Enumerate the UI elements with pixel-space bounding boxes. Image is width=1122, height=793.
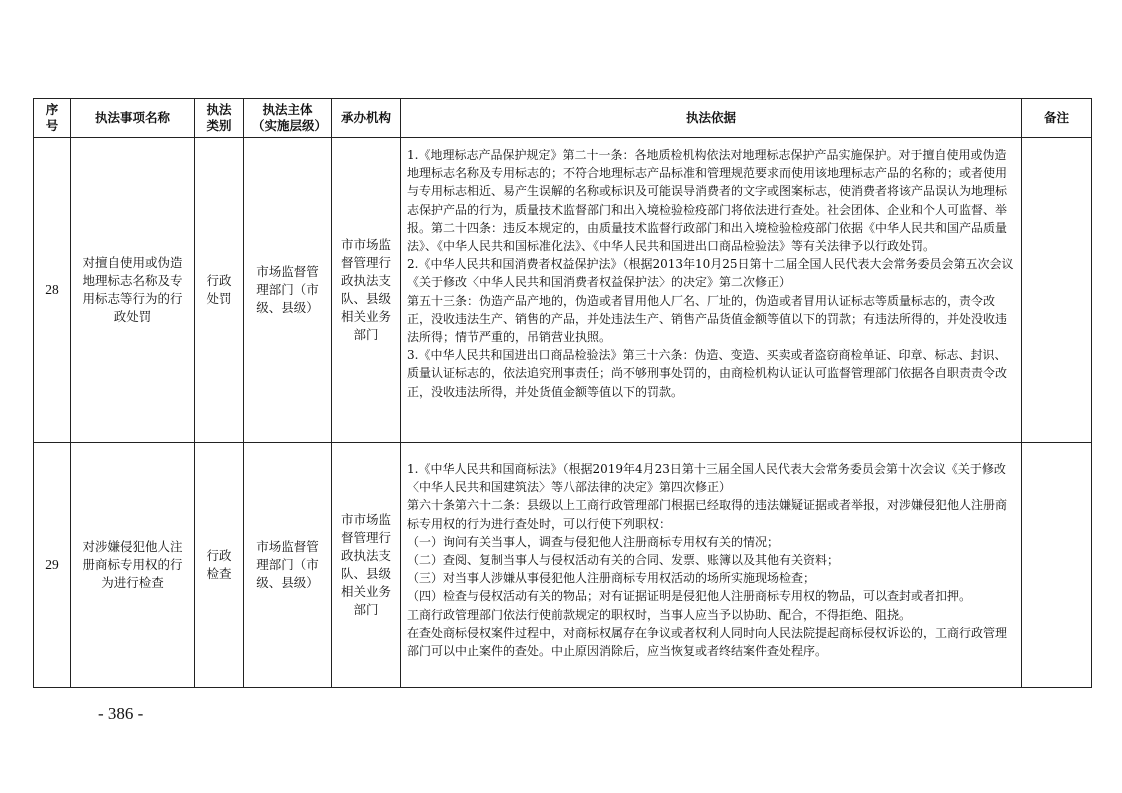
table-row	[34, 138, 1092, 443]
header-name: 执法事项名称	[71, 99, 195, 138]
header-subject: 执法主体（实施层级）	[244, 99, 332, 138]
row-category: 行政检查	[195, 443, 244, 688]
row-remark	[1022, 138, 1092, 443]
header-seq: 序号	[34, 99, 71, 138]
row-category: 行政处罚	[195, 138, 244, 443]
basis-paragraph: 在查处商标侵权案件过程中，对商标权属存在争议或者权利人同时向人民法院提起商标侵权诉讼的，工商行政管理部门可以中止案件的查处。中止原因消除后，应当恢复或者终结案件查处程序。	[407, 625, 1008, 659]
basis-paragraph: （一）询问有关当事人，调查与侵犯他人注册商标专用权有关的情况；	[407, 534, 780, 549]
row-remark	[1022, 443, 1092, 688]
row-seq: 28	[34, 138, 71, 443]
row-basis	[401, 138, 1022, 443]
basis-paragraph: 第六十条第六十二条：县级以上工商行政管理部门根据已经取得的违法嫌疑证据或者举报，对涉嫌侵犯他人注册商标专用权的行为进行查处时，可以行使下列职权：	[407, 498, 1008, 531]
basis-paragraph: （四）检查与侵权活动有关的物品；对有证据证明是侵犯他人注册商标专用权的物品，可以查封或者扣押。	[407, 589, 972, 604]
row-basis	[401, 443, 1022, 688]
row-agency: 市市场监督管理行政执法支队、县级相关业务部门	[332, 443, 401, 688]
basis-paragraph: 2.《中华人民共和国消费者权益保护法》（根据2013年10月25日第十二届全国人民代表大会常务委员会第五次会议《关于修改〈中华人民共和国消费者权益保护法〉的决定》第二次修正）	[407, 257, 1014, 290]
basis-paragraph: （二）查阅、复制当事人与侵权活动有关的合同、发票、账簿以及其他有关资料；	[407, 553, 840, 568]
basis-paragraph: 1.《中华人民共和国商标法》（根据2019年4月23日第十三届全国人民代表大会常务委员会第十次会议《关于修改〈中华人民共和国建筑法〉等八部法律的决定》第四次修正）	[407, 462, 1006, 495]
page-number: - 386 -	[98, 704, 144, 723]
row-subject: 市场监督管理部门（市级、县级）	[244, 443, 332, 688]
header-basis: 执法依据	[401, 99, 1022, 138]
row-seq: 29	[34, 443, 71, 688]
row-name: 对擅自使用或伪造地理标志名称及专用标志等行为的行政处罚	[71, 138, 195, 443]
row-subject: 市场监督管理部门（市级、县级）	[244, 138, 332, 443]
row-agency: 市市场监督管理行政执法支队、县级相关业务部门	[332, 138, 401, 443]
header-agency: 承办机构	[332, 99, 401, 138]
basis-paragraph: 1.《地理标志产品保护规定》第二十一条：各地质检机构依法对地理标志保护产品实施保护。对于擅自使用或伪造地理标志名称及专用标志的；不符合地理标志产品标准和管理规范要求而使用该地理标志产品的名称的；或者使用与专用标志相近、易产生误解的名称或标识及可能误导消费者的文字或图案标志，使消费者将该产品误认为地理标志保护产品的行为，质量技术监督部门和出入境检验检疫部门将依法进行查处。社会团体、企业和个人可监督、举报。第二十四条：违反本规定的，由质量技术监督行政部门和出入境检验检疫部门依据《中华人民共和国产品质量法》、《中华人民共和国标准化法》、《中华人民共和国进出口商品检验法》等有关法律予以行政处罚。	[407, 148, 1008, 254]
basis-paragraph: （三）对当事人涉嫌从事侵犯他人注册商标专用权活动的场所实施现场检查；	[407, 571, 816, 586]
table-row	[34, 443, 1092, 688]
header-row	[34, 99, 1092, 138]
header-remark: 备注	[1022, 99, 1092, 138]
header-category: 执法类别	[195, 99, 244, 138]
enforcement-table	[33, 98, 1092, 688]
basis-paragraph: 3.《中华人民共和国进出口商品检验法》第三十六条：伪造、变造、买卖或者盗窃商检单证、印章、标志、封识、质量认证标志的，依法追究刑事责任；尚不够刑事处罚的，由商检机构认证认可监督管理部门依据各自职责责令改正，没收违法所得，并处货值金额等值以下的罚款。	[407, 348, 1008, 399]
row-name: 对涉嫌侵犯他人注册商标专用权的行为进行检查	[71, 443, 195, 688]
basis-paragraph: 工商行政管理部门依法行使前款规定的职权时，当事人应当予以协助、配合，不得拒绝、阻挠。	[407, 607, 912, 622]
basis-paragraph: 第五十三条：伪造产品产地的，伪造或者冒用他人厂名、厂址的，伪造或者冒用认证标志等质量标志的，责令改正，没收违法生产、销售的产品，并处违法生产、销售产品货值金额等值以下的罚款；有违法所得的，并处没收违法所得；情节严重的，吊销营业执照。	[407, 293, 1008, 345]
